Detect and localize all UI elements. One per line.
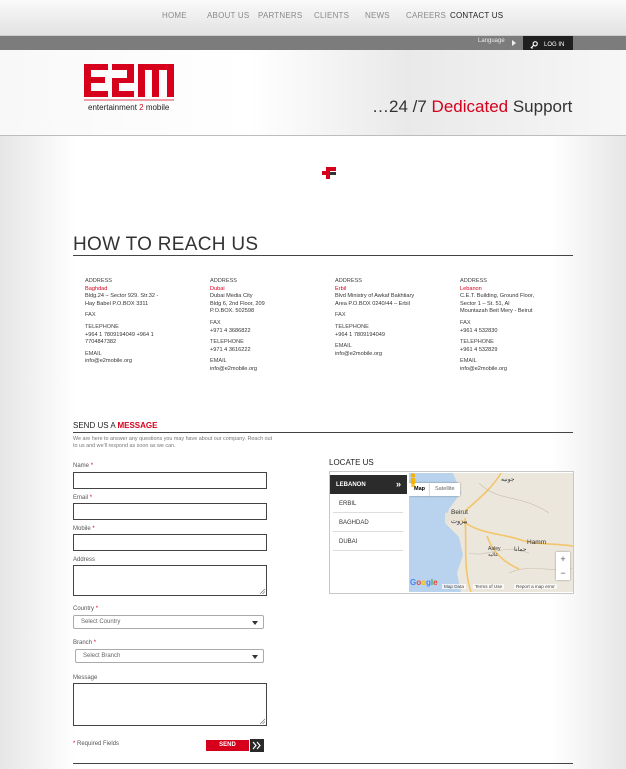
- street-view-pegman-icon[interactable]: [409, 473, 417, 487]
- fax-label: FAX: [460, 319, 471, 326]
- branch-list: [330, 472, 407, 593]
- email-label: EMAIL: [460, 358, 477, 365]
- office-lebanon: [460, 278, 580, 374]
- office-city: Erbil: [335, 285, 347, 292]
- mobile-field[interactable]: [73, 534, 267, 551]
- telephone-value: +971 4 3616222: [210, 346, 251, 353]
- telephone-value: +964 1 7809194049: [335, 331, 385, 338]
- office-erbil: [335, 278, 455, 358]
- telephone-value: 7704847382: [85, 339, 117, 346]
- telephone-label: TELEPHONE: [85, 323, 119, 330]
- branch-tab-erbil[interactable]: ERBIL: [333, 494, 403, 513]
- locate-map-widget: [329, 471, 574, 594]
- branch-tab-label: LEBANON: [336, 482, 366, 488]
- mobile-label: Mobile *: [73, 526, 95, 532]
- address-line: Area P.O.BOX 0240/44 – Erbil: [335, 300, 410, 307]
- double-chevron-right-icon: »: [395, 479, 401, 489]
- fax-value: +971 4 3686822: [210, 327, 251, 334]
- nav-home[interactable]: HOME: [162, 11, 187, 20]
- divider: [73, 763, 573, 764]
- map-data-link[interactable]: Map Data: [444, 584, 464, 589]
- branch-tab-baghdad[interactable]: BAGHDAD: [333, 513, 403, 532]
- zoom-out-button[interactable]: −: [560, 568, 566, 578]
- nav-clients[interactable]: CLIENTS: [314, 11, 350, 20]
- name-label: Name *: [73, 463, 94, 469]
- email-field[interactable]: [73, 503, 267, 520]
- telephone-label: TELEPHONE: [210, 339, 244, 346]
- logo-tagline: entertainment 2 mobile: [88, 103, 170, 112]
- google-map[interactable]: [409, 473, 573, 592]
- resize-grip-icon[interactable]: [259, 718, 265, 724]
- office-city: Baghdad: [85, 285, 108, 292]
- zoom-in-button[interactable]: +: [560, 554, 566, 564]
- email-link[interactable]: info@e2mobile.org: [335, 350, 383, 357]
- address-label: ADDRESS: [210, 278, 238, 284]
- send-button[interactable]: SEND: [206, 740, 249, 751]
- country-label: Country *: [73, 606, 99, 612]
- branch-tab-dubai[interactable]: DUBAI: [333, 532, 403, 551]
- google-logo: Google: [410, 578, 438, 587]
- fax-label: FAX: [210, 319, 221, 326]
- map-place-label: بيروت: [451, 518, 468, 525]
- address-textarea[interactable]: [73, 565, 267, 596]
- email-label: EMAIL: [335, 343, 352, 350]
- address-line: Dubai Media City: [210, 293, 253, 300]
- nav-news[interactable]: NEWS: [365, 11, 390, 20]
- required-fields-note: * Required Fields: [73, 741, 120, 747]
- email-label: EMAIL: [85, 350, 102, 357]
- report-map-error-link[interactable]: Report a map error: [516, 584, 555, 589]
- office-city: Lebanon: [460, 285, 482, 292]
- address-label: ADDRESS: [85, 278, 113, 284]
- resize-grip-icon[interactable]: [259, 588, 265, 594]
- branch-tab-lebanon[interactable]: [330, 475, 407, 494]
- address-line: Blvd Ministry of Awkaf Bakhtiary: [335, 293, 415, 300]
- map-type-map-button[interactable]: Map: [409, 483, 430, 496]
- top-navigation: [0, 0, 626, 36]
- map-place-label: Beirut: [451, 509, 468, 516]
- double-chevron-right-icon[interactable]: [250, 739, 264, 752]
- address-line: Bldg 6, 2nd Floor, 209: [210, 300, 265, 307]
- divider: [73, 255, 573, 256]
- fax-label: FAX: [335, 312, 346, 319]
- name-field[interactable]: [73, 472, 267, 489]
- form-intro: We are here to answer any questions you may have about our company. Reach out to us and we'll respond as soon as we can.: [73, 436, 273, 449]
- address-line: P.O.BOX. 502598: [210, 308, 255, 315]
- locate-us-heading: LOCATE US: [329, 458, 374, 467]
- map-type-satellite-button[interactable]: Satellite: [430, 483, 460, 496]
- message-label: Message: [73, 675, 98, 681]
- telephone-value: +961 4 532829: [460, 346, 498, 353]
- telephone-label: TELEPHONE: [460, 339, 494, 346]
- terms-of-use-link[interactable]: Terms of Use: [475, 584, 503, 589]
- address-line: C.E.T. Building, Ground Floor,: [460, 293, 534, 300]
- country-select[interactable]: [73, 615, 264, 629]
- map-place-label: عاليه: [488, 552, 499, 558]
- how-to-reach-us-heading: HOW TO REACH US: [73, 234, 259, 255]
- support-slogan: …24 /7 Dedicated Support: [372, 97, 573, 116]
- address-line: Hay Babel P.O.BOX 3311: [85, 300, 149, 307]
- email-label: Email *: [73, 495, 93, 501]
- branch-select[interactable]: [75, 649, 264, 663]
- map-place-label: Aaley: [488, 546, 501, 552]
- map-place-label: حمانا: [514, 547, 527, 553]
- nav-partners[interactable]: PARTNERS: [258, 11, 303, 20]
- address-label: Address: [73, 557, 96, 563]
- fax-label: FAX: [85, 312, 96, 319]
- language-arrow-icon[interactable]: [512, 40, 516, 46]
- divider: [73, 432, 573, 433]
- key-icon: [530, 41, 538, 49]
- office-baghdad: [85, 278, 205, 366]
- chevron-down-icon: [252, 621, 258, 625]
- email-label: EMAIL: [210, 358, 227, 365]
- fax-value: +961 4 532830: [460, 327, 498, 334]
- nav-careers[interactable]: CAREERS: [406, 11, 447, 20]
- message-textarea[interactable]: [73, 683, 267, 726]
- login-label: LOG IN: [544, 42, 565, 48]
- map-zoom-control: [556, 552, 570, 580]
- office-dubai: [210, 278, 330, 374]
- telephone-label: TELEPHONE: [335, 323, 369, 330]
- map-place-label: Hamm: [527, 539, 547, 546]
- address-line: Mountazah Beit Mery - Beirut: [460, 308, 533, 315]
- address-label: ADDRESS: [460, 278, 488, 284]
- address-line: Bldg.24 – Sector 929. Str.32 -: [85, 293, 159, 300]
- nav-about-us[interactable]: ABOUT US: [207, 11, 250, 20]
- address-label: ADDRESS: [335, 278, 363, 284]
- loading-spinner-icon: [322, 167, 336, 179]
- chevron-down-icon: [252, 655, 258, 659]
- nav-contact-us[interactable]: CONTACT US: [450, 11, 504, 20]
- email-link[interactable]: info@e2mobile.org: [210, 365, 258, 372]
- email-link[interactable]: info@e2mobile.org: [460, 365, 508, 372]
- office-city: Dubai: [210, 285, 225, 292]
- address-line: Sector 1 – St. 51, Al: [460, 300, 510, 307]
- language-selector[interactable]: Language: [478, 38, 505, 44]
- send-message-heading: SEND US A MESSAGE: [73, 421, 158, 430]
- map-place-label: جونيه: [501, 477, 515, 483]
- email-link[interactable]: info@e2mobile.org: [85, 358, 133, 365]
- branch-label: Branch *: [73, 640, 97, 646]
- country-select-value: Select Country: [81, 619, 121, 625]
- telephone-value: +964 1 7809194049 +964 1: [85, 331, 154, 338]
- branch-select-value: Select Branch: [83, 653, 121, 659]
- site-header: [0, 50, 626, 136]
